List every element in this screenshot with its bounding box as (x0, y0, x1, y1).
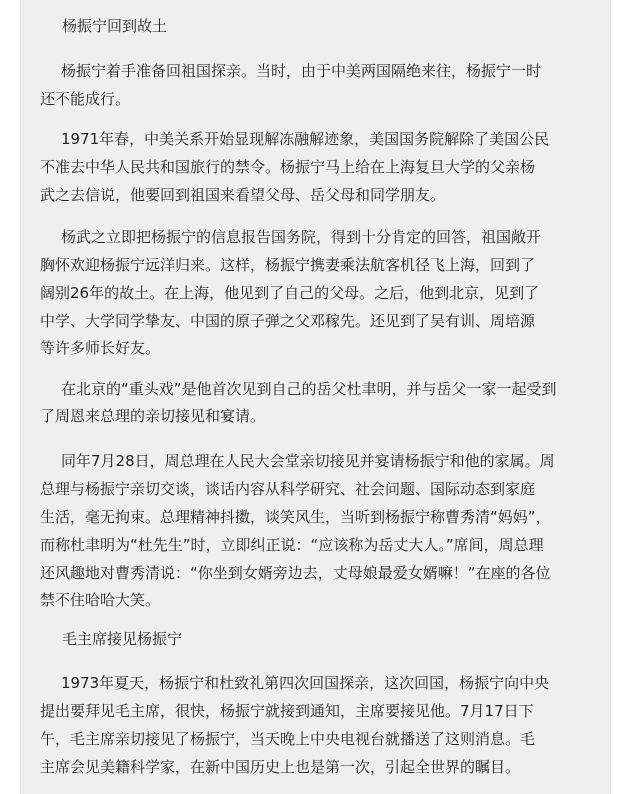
paragraph-line: 杨振宁着手准备回祖国探亲。当时，由于中美两国隔绝来往，杨振宁一时 (61, 62, 542, 80)
paragraph-line: 1971年春，中美关系开始显现解冻融解迹象，美国国务院解除了美国公民 (61, 130, 550, 148)
paragraph-line: 1973年夏天，杨振宁和杜致礼第四次回国探亲，这次回国，杨振宁向中央 (61, 674, 550, 692)
section-heading-return-home: 杨振宁回到故土 (62, 17, 168, 35)
paragraph-line: 了周恩来总理的亲切接见和宴请。 (40, 407, 266, 425)
paragraph-line: 生活，毫无拘束。总理精神抖擞，谈笑风生，当听到杨振宁称曹秀清“妈妈”， (40, 508, 551, 526)
article-panel (20, 0, 611, 794)
paragraph-line: 提出要拜见毛主席，很快，杨振宁就接到通知，主席要接见他。7月17日下 (40, 702, 534, 720)
paragraph-line: 武之去信说，他要回到祖国来看望父母、岳父母和同学朋友。 (40, 186, 446, 204)
paragraph-line: 总理与杨振宁亲切交谈，谈话内容从科学研究、社会问题、国际动态到家庭 (40, 480, 536, 498)
paragraph-line: 禁不住哈哈大笑。 (40, 591, 161, 609)
paragraph-line: 等许多师长好友。 (40, 339, 161, 357)
paragraph-line: 杨武之立即把杨振宁的信息报告国务院，得到十分肯定的回答，祖国敞开 (61, 228, 542, 246)
paragraph-line: 阔别26年的故土。在上海，他见到了自己的父母。之后，他到北京，见到了 (40, 284, 540, 302)
paragraph-line: 还风趣地对曹秀清说：“你坐到女婿旁边去，丈母娘最爱女婿嘛！”在座的各位 (40, 564, 551, 582)
paragraph-line: 胸怀欢迎杨振宁远洋归来。这样，杨振宁携妻乘法航客机径飞上海，回到了 (40, 256, 536, 274)
paragraph-line: 中学、大学同学挚友、中国的原子弹之父邓稼先。还见到了吴有训、周培源 (40, 312, 536, 330)
paragraph-line: 而称杜聿明为“杜先生”时，立即纠正说：“应该称为岳丈大人。”席间，周总理 (40, 536, 544, 554)
paragraph-line: 午，毛主席亲切接见了杨振宁，当天晚上中央电视台就播送了这则消息。毛 (40, 730, 536, 748)
paragraph-line: 主席会见美籍科学家，在新中国历史上也是第一次，引起全世界的瞩目。 (40, 758, 521, 776)
paragraph-line: 在北京的“重头戏”是他首次见到自己的岳父杜聿明，并与岳父一家一起受到 (61, 380, 557, 398)
paragraph-line: 还不能成行。 (40, 90, 131, 108)
paragraph-line: 不准去中华人民共和国旅行的禁令。杨振宁马上给在上海复旦大学的父亲杨 (40, 158, 536, 176)
paragraph-line: 同年7月28日，周总理在人民大会堂亲切接见并宴请杨振宁和他的家属。周 (61, 452, 555, 470)
section-heading-chairman-meeting: 毛主席接见杨振宁 (62, 630, 183, 648)
